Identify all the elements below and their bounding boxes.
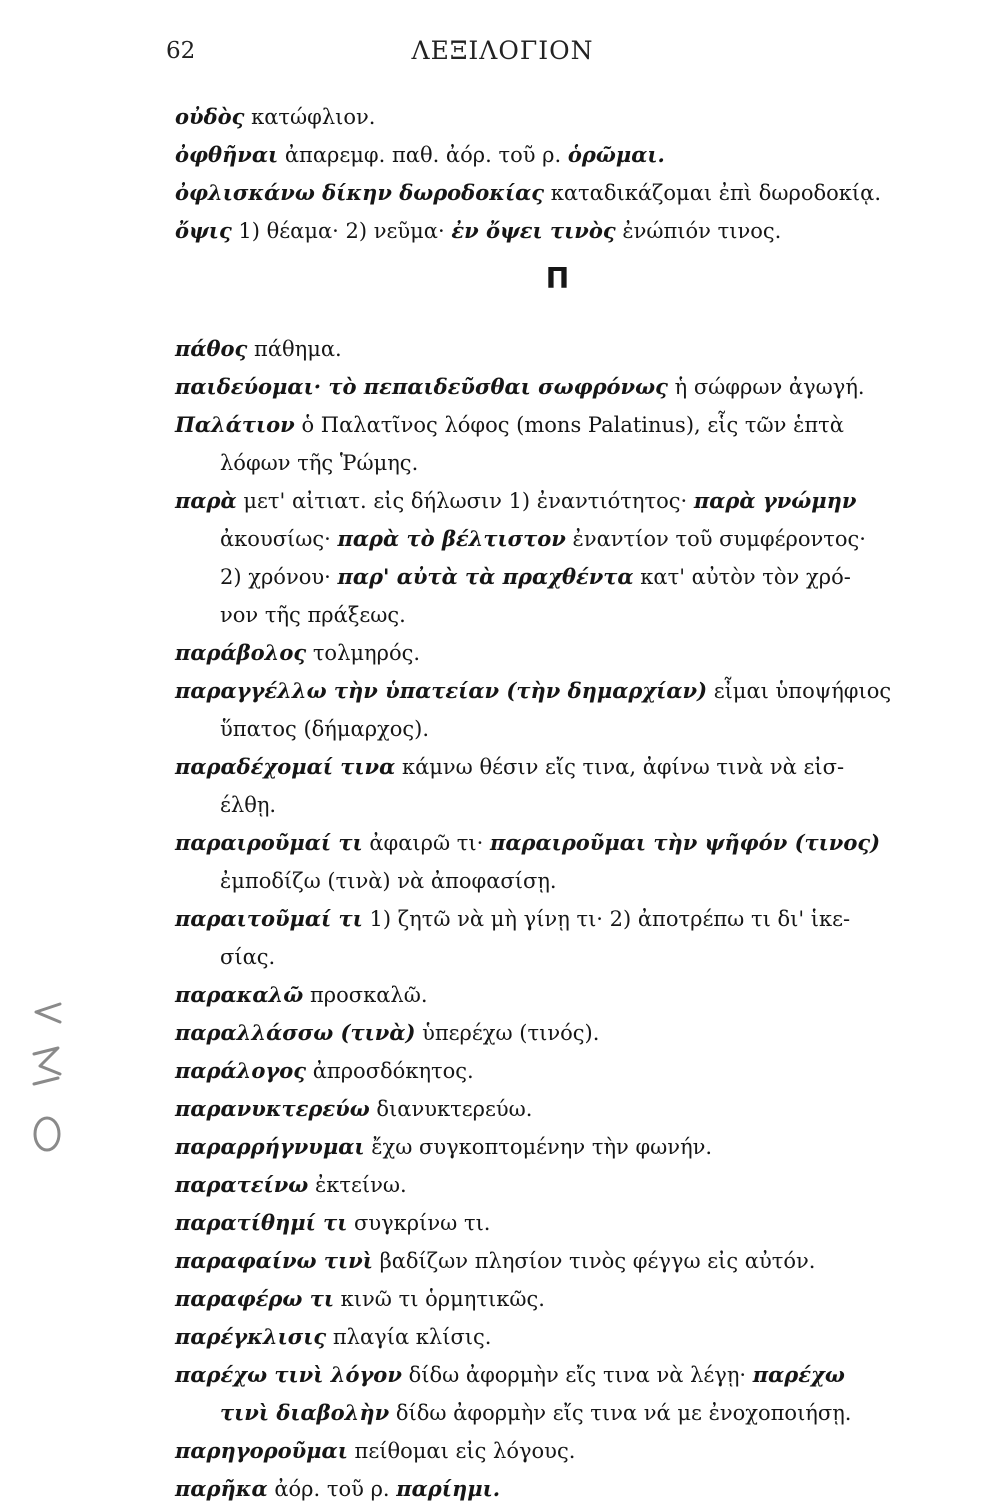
entries-pi (175, 330, 965, 1508)
entry-phrase: τινὶ διαβολὴν (220, 1400, 390, 1425)
dictionary-entry (175, 1470, 965, 1508)
dictionary-entry (175, 748, 965, 824)
entry-headword: παρηγοροῦμαι (175, 1438, 348, 1463)
entry-gloss: ὕπατος (δήμαρχος). (220, 717, 430, 741)
entry-gloss: ἀόρ. τοῦ ρ. (267, 1477, 397, 1501)
entry-phrase: ἐν ὄψει τινὸς (451, 218, 616, 243)
entry-phrase: παρὰ τὸ βέλτιστον (337, 526, 566, 551)
entry-gloss: δίδω ἀφορμὴν εἴς τινα νὰ λέγῃ· (401, 1363, 753, 1387)
dictionary-entry (175, 1356, 965, 1432)
entry-gloss: βαδίζων πλησίον τινὸς φέγγω εἰς αὐτόν. (372, 1249, 816, 1273)
entry-phrase: παρ' αὐτὰ τὰ πραχθέντα (337, 564, 634, 589)
dictionary-entry (175, 1242, 965, 1280)
entry-gloss: πείθομαι εἰς λόγους. (347, 1439, 576, 1463)
entry-gloss: κατώφλιον. (244, 105, 376, 129)
entry-gloss: ἐμποδίζω (τινὰ) νὰ ἀποφασίσῃ. (220, 869, 557, 893)
entry-headword: οὐδὸς (175, 104, 245, 129)
entry-phrase: παρέχω (752, 1362, 845, 1387)
dictionary-entry (175, 824, 965, 900)
entry-headword: παιδεύομαι· τὸ πεπαιδεῦσθαι σωφρόνως (175, 374, 668, 399)
dictionary-entry (175, 1318, 965, 1356)
entry-gloss: ἡ σώφρων ἀγωγή. (667, 375, 865, 399)
entry-headword: παρακαλῶ (175, 982, 304, 1007)
entry-headword: παρῆκα (175, 1476, 268, 1501)
entry-headword: παρὰ (175, 488, 237, 513)
running-head: ΛΕΞΙΛΟΓΙΟΝ (411, 36, 594, 65)
entry-gloss: εἶμαι ὑποψήφιος (707, 679, 892, 703)
entry-headword: ὁρῶμαι. (567, 142, 665, 167)
entry-gloss: μετ' αἰτιατ. εἰς δήλωσιν 1) ἐναντιότητος· (236, 489, 694, 513)
dictionary-entry (175, 1014, 965, 1052)
dictionary-entry (175, 136, 965, 174)
entry-headword: παραλλάσσω (τινὰ) (175, 1020, 416, 1045)
dictionary-entry (175, 1166, 965, 1204)
entry-headword: παράβολος (175, 640, 307, 665)
entry-gloss: έλθῃ. (220, 793, 277, 817)
entry-headword: παραγγέλλω τὴν ὑπατείαν (τὴν δημαρχίαν) (175, 678, 708, 703)
entry-headword: παρατείνω (175, 1172, 309, 1197)
dictionary-entry (175, 482, 965, 634)
entry-gloss: διανυκτερεύω. (369, 1097, 533, 1121)
entry-headword: πάθος (175, 336, 248, 361)
entry-headword: παραρρήγνυμαι (175, 1134, 365, 1159)
dictionary-entry (175, 634, 965, 672)
entry-headword: παρέχω τινὶ λόγον (175, 1362, 402, 1387)
entry-gloss: ἐναντίον τοῦ συμφέροντος· (565, 527, 866, 551)
dictionary-entry (175, 406, 965, 482)
entry-gloss: ὁ Παλατῖνος λόφος (mons Palatinus), εἷς τῶν ἑπτὰ (294, 413, 844, 437)
entry-headword: παρατίθημί τι (175, 1210, 348, 1235)
entry-gloss: κάμνω θέσιν εἴς τινα, ἀφίνω τινὰ νὰ εἰσ- (395, 755, 845, 779)
entry-gloss: 1) ζητῶ νὰ μὴ γίνῃ τι· 2) ἀποτρέπω τι δι' ἱκε- (362, 907, 851, 931)
entry-gloss: πάθημα. (247, 337, 342, 361)
entry-gloss: κινῶ τι ὁρμητικῶς. (334, 1287, 545, 1311)
entry-headword: ὄψις (175, 218, 232, 243)
entry-headword: παραφαίνω τινὶ (175, 1248, 373, 1273)
entry-gloss: κατ' αὐτὸν τὸν χρό- (633, 565, 851, 589)
entry-gloss: ὑπερέχω (τινός). (415, 1021, 600, 1045)
dictionary-entry (175, 672, 965, 748)
entry-gloss: καταδικάζομαι ἐπὶ δωροδοκίᾳ. (544, 181, 882, 205)
entry-headword: ὀφθῆναι (175, 142, 279, 167)
entry-phrase: παρὰ γνώμην (693, 488, 857, 513)
dictionary-entry (175, 212, 965, 250)
page-number: 62 (166, 38, 196, 64)
entry-gloss: λόφων τῆς Ῥώμης. (220, 451, 419, 475)
dictionary-entry (175, 1280, 965, 1318)
section-letter: Π (545, 262, 570, 295)
entry-gloss: προσκαλῶ. (303, 983, 428, 1007)
dictionary-entry (175, 1128, 965, 1166)
entry-gloss: 2) χρόνου· (220, 565, 338, 589)
entry-gloss: ἀπαρεμφ. παθ. ἀόρ. τοῦ ρ. (278, 143, 568, 167)
entry-headword: παραιροῦμαί τι (175, 830, 363, 855)
dictionary-entry (175, 1432, 965, 1470)
entry-headword: παρέγκλισις (175, 1324, 327, 1349)
entry-headword: παρανυκτερεύω (175, 1096, 370, 1121)
dictionary-entry (175, 1090, 965, 1128)
entry-gloss: σίας. (220, 945, 276, 969)
entry-gloss: ἀκουσίως· (220, 527, 338, 551)
dictionary-entry (175, 98, 965, 136)
entry-gloss: ἐκτείνω. (308, 1173, 407, 1197)
entry-gloss: ἔχω συγκοπτομένην τὴν φωνήν. (364, 1135, 713, 1159)
margin-handwriting (22, 992, 72, 1162)
entry-gloss: πλαγία κλίσις. (326, 1325, 492, 1349)
entry-gloss: τολμηρός. (306, 641, 421, 665)
dictionary-entry (175, 174, 965, 212)
entry-gloss: νον τῆς πράξεως. (220, 603, 406, 627)
entry-headword: παραιτοῦμαί τι (175, 906, 363, 931)
dictionary-entry (175, 330, 965, 368)
entry-headword: παράλογος (175, 1058, 307, 1083)
dictionary-entry (175, 1204, 965, 1242)
entry-headword: παρίημι. (396, 1476, 501, 1501)
dictionary-entry (175, 368, 965, 406)
entry-gloss: ἐνώπιόν τινος. (615, 219, 782, 243)
entry-headword: Παλάτιον (175, 412, 295, 437)
entry-gloss: συγκρίνω τι. (347, 1211, 491, 1235)
entry-headword: παραδέχομαί τινα (175, 754, 396, 779)
entries-omicron (175, 98, 965, 250)
dictionary-entry (175, 1052, 965, 1090)
entry-gloss: ἀπροσδόκητος. (306, 1059, 474, 1083)
dictionary-entry (175, 900, 965, 976)
entry-headword: παραφέρω τι (175, 1286, 334, 1311)
entry-gloss: ἀφαιρῶ τι· (362, 831, 490, 855)
entry-phrase: παραιροῦμαι τὴν ψῆφόν (τινος) (490, 830, 881, 855)
dictionary-entry (175, 976, 965, 1014)
entry-gloss: 1) θέαμα· 2) νεῦμα· (231, 219, 452, 243)
entry-headword: ὀφλισκάνω δίκην δωροδοκίας (175, 180, 545, 205)
entry-gloss: δίδω ἀφορμὴν εἴς τινα νά με ἐνοχοποιήσῃ. (389, 1401, 852, 1425)
